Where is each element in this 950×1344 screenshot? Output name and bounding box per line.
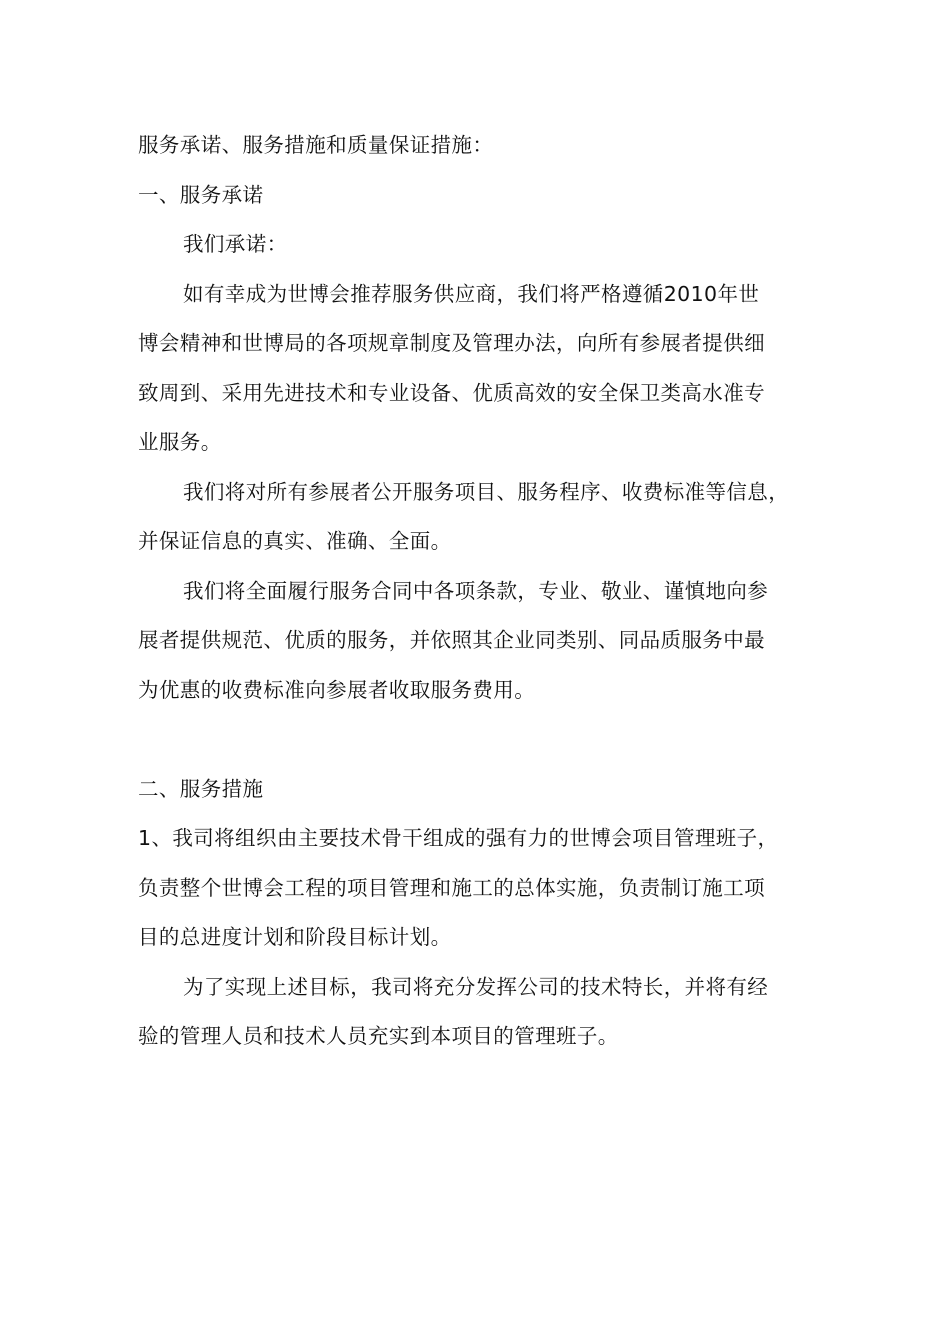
paragraph-line: 目的总进度计划和阶段目标计划。	[138, 925, 452, 949]
paragraph-line: 我们将全面履行服务合同中各项条款，专业、敬业、谨慎地向参	[183, 578, 769, 603]
document-title: 服务承诺、服务措施和质量保证措施：	[138, 133, 494, 157]
paragraph-line: 业服务。	[138, 430, 222, 454]
paragraph-line: 验的管理人员和技术人员充实到本项目的管理班子。	[138, 1024, 619, 1048]
paragraph-line: 负责整个世博会工程的项目管理和施工的总体实施，负责制订施工项	[138, 875, 765, 900]
blank-line	[138, 715, 838, 765]
section-heading-service-promise: 一、服务承诺	[138, 182, 264, 207]
paragraph-line: 致周到、采用先进技术和专业设备、优质高效的安全保卫类高水准专	[138, 380, 765, 405]
paragraph-line: 展者提供规范、优质的服务，并依照其企业同类别、同品质服务中最	[138, 628, 765, 652]
paragraph-line: 并保证信息的真实、准确、全面。	[138, 529, 452, 553]
paragraph-line: 如有幸成为世博会推荐服务供应商，我们将严格遵循2010年世	[183, 281, 760, 306]
paragraph-we-promise: 我们承诺：	[183, 232, 288, 256]
paragraph-line: 为了实现上述目标，我司将充分发挥公司的技术特长，并将有经	[183, 974, 769, 999]
paragraph-line: 为优惠的收费标准向参展者收取服务费用。	[138, 677, 536, 702]
paragraph-line: 我们将对所有参展者公开服务项目、服务程序、收费标准等信息，	[183, 479, 790, 504]
document-body	[138, 121, 838, 1062]
paragraph-line: 1、我司将组织由主要技术骨干组成的强有力的世博会项目管理班子，	[138, 826, 779, 850]
section-heading-service-measures: 二、服务措施	[138, 776, 264, 801]
paragraph-line: 博会精神和世博局的各项规章制度及管理办法，向所有参展者提供细	[138, 331, 765, 355]
